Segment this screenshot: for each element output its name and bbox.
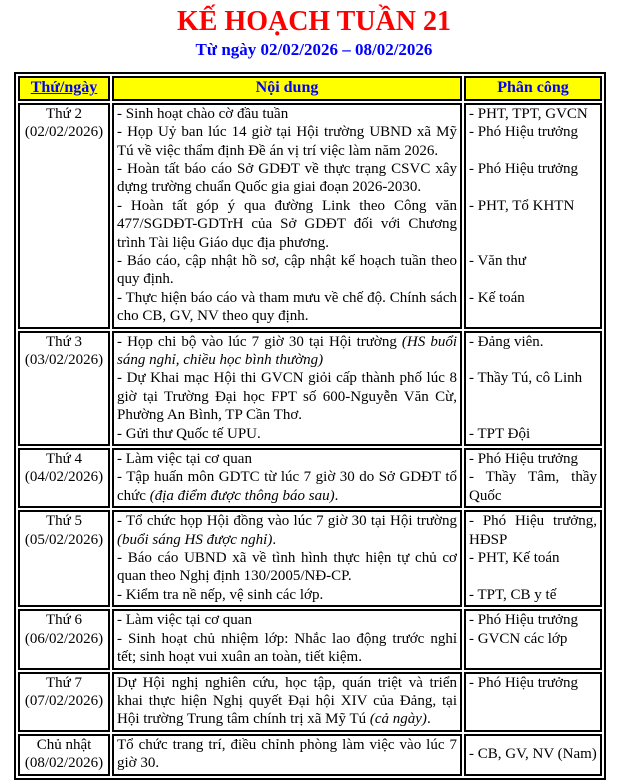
content-item <box>117 289 457 326</box>
content-item <box>117 512 457 549</box>
content-cell <box>112 734 462 776</box>
day-date: (07/02/2026) <box>24 692 104 709</box>
content-segment-italic: (địa điểm được thông báo sau) <box>149 487 335 504</box>
table-row <box>18 734 602 776</box>
content-segment: - Báo cáo, cập nhật hồ sơ, cập nhật kế hoạch tuần theo quy định. <box>117 252 457 288</box>
content-segment: . <box>272 531 277 548</box>
day-cell <box>18 331 110 446</box>
day-cell <box>18 448 110 508</box>
assignment-cell <box>464 609 602 669</box>
content-segment: - Họp Uỷ ban lúc 14 giờ tại Hội trường UBND xã Mỹ Tú về việc thẩm định Đề án vị trí việc làm năm 2026. <box>117 124 457 159</box>
day-cell <box>18 103 110 329</box>
assignment-cell <box>464 103 602 329</box>
assignment-line: - PHT, Kế toán <box>469 550 560 567</box>
header-assignment: Phân công <box>464 76 602 100</box>
table-row <box>18 331 602 446</box>
assignment-line: - Phó Hiệu trưởng <box>469 160 578 177</box>
content-item <box>117 630 457 667</box>
assignment-line <box>469 388 597 406</box>
assignment-line: - Phó Hiệu trưởng <box>469 451 578 468</box>
assignment-line: - CB, GV, NV (Nam) <box>469 745 597 762</box>
content-segment: - Báo cáo UBND xã về tình hình thực hiện tự chủ cơ quan theo Nghị định 130/2005/NĐ-CP. <box>117 550 457 585</box>
content-segment-italic: (buổi sáng HS được nghỉ) <box>117 531 273 548</box>
header-content: Nội dung <box>112 76 462 100</box>
content-segment: - Họp chi bộ vào lúc 7 giờ 30 tại Hội trường <box>117 333 402 350</box>
assignment-cell <box>464 734 602 776</box>
table-row <box>18 448 602 508</box>
assignment-line: - PHT, Tổ KHTN <box>469 197 575 214</box>
content-item <box>117 252 457 289</box>
page-subtitle: Từ ngày 02/02/2026 – 08/02/2026 <box>195 39 433 59</box>
assignment-line: - Kế toán <box>469 289 525 306</box>
day-label: Thứ 5 <box>45 513 83 530</box>
content-item <box>117 468 457 505</box>
content-item <box>117 586 457 604</box>
content-segment: - Tập huấn môn GDTC từ lúc 7 giờ 30 do Sở GDĐT tổ chức <box>117 469 457 504</box>
assignment-line: - TPT Đội <box>469 425 531 442</box>
content-item <box>117 197 457 252</box>
assignment-line: - Thầy Tú, cô Linh <box>469 370 583 387</box>
assignment-line <box>469 351 597 369</box>
assignment-line: - Đảng viên. <box>469 333 544 350</box>
content-cell <box>112 672 462 732</box>
day-date: (08/02/2026) <box>24 755 104 772</box>
assignment-line <box>469 215 597 233</box>
assignment-line <box>469 406 597 424</box>
assignment-line <box>469 142 597 160</box>
assignment-cell <box>464 331 602 446</box>
content-segment: - Hoàn tất góp ý qua đường Link theo Công văn 477/SGDĐT-GDTrH của Sở GDĐT đối với Chương trình Tài liệu Giáo dục địa phương. <box>117 197 457 251</box>
header-day: Thứ/ngày <box>18 76 110 100</box>
content-segment: - Hoàn tất báo cáo Sở GDĐT về thực trạng CSVC xây dựng trường chuẩn Quốc gia giai đoạn 2026-2030. <box>117 160 457 196</box>
content-segment-italic: (cả ngày) <box>369 711 427 728</box>
day-label: Thứ 7 <box>45 674 83 691</box>
content-item <box>117 736 457 773</box>
assignment-line: - Phó Hiệu trưởng, HĐSP <box>469 513 597 548</box>
content-item <box>117 333 457 370</box>
assignment-line <box>469 567 597 585</box>
page-title: KẾ HOẠCH TUẦN 21 <box>176 6 452 37</box>
content-segment: - Tổ chức họp Hội đồng vào lúc 7 giờ 30 tại Hội trường <box>117 513 457 530</box>
content-cell <box>112 103 462 329</box>
day-date: (03/02/2026) <box>24 352 104 369</box>
content-cell <box>112 448 462 508</box>
content-segment: - Làm việc tại cơ quan <box>117 612 252 629</box>
assignment-line: - Phó Hiệu trưởng <box>469 674 578 691</box>
content-item <box>117 611 457 629</box>
day-label: Chủ nhật <box>36 736 92 753</box>
content-item <box>117 450 457 468</box>
content-segment: Tổ chức trang trí, điều chỉnh phòng làm việc vào lúc 7 giờ 30. <box>117 736 457 772</box>
weekly-plan-table <box>14 72 606 779</box>
table-row <box>18 510 602 607</box>
content-cell <box>112 510 462 607</box>
day-cell <box>18 734 110 776</box>
table-row <box>18 103 602 329</box>
assignment-line: - TPT, CB y tế <box>469 586 557 603</box>
day-date: (02/02/2026) <box>24 124 104 141</box>
content-cell <box>112 609 462 669</box>
assignment-cell <box>464 672 602 732</box>
content-segment: . <box>426 711 431 728</box>
assignment-line: - Phó Hiệu trưởng <box>469 612 578 629</box>
content-cell <box>112 331 462 446</box>
table-row <box>18 672 602 732</box>
content-segment: - Sinh hoạt chủ nhiệm lớp: Nhắc lao động trước nghỉ tết; sinh hoạt vui xuân an toàn, tiết kiệm. <box>117 630 457 666</box>
day-cell <box>18 510 110 607</box>
content-segment: - Kiểm tra nề nếp, vệ sinh các lớp. <box>117 586 324 603</box>
content-segment: - Làm việc tại cơ quan <box>117 451 252 468</box>
assignment-cell <box>464 448 602 508</box>
content-segment: Dự Hội nghị nghiên cứu, học tập, quán triệt và triển khai thực hiện Nghị quyết Đại hội XIV của Đảng, tại Hội trường Trung tâm chính trị xã Mỹ Tú <box>117 674 457 728</box>
content-segment: . <box>334 487 339 504</box>
day-cell <box>18 672 110 732</box>
day-date: (06/02/2026) <box>24 630 104 647</box>
day-label: Thứ 2 <box>45 105 83 122</box>
content-segment: - Dự Khai mạc Hội thi GVCN giỏi cấp thành phố lúc 8 giờ tại Trường Đại học FPT số 600-Nguyễn Văn Cừ, Phường An Bình, TP Cần Thơ. <box>117 370 457 424</box>
content-item <box>117 369 457 424</box>
content-item <box>117 425 457 443</box>
day-label: Thứ 3 <box>45 333 83 350</box>
assignment-line <box>469 270 597 288</box>
content-segment: - Thực hiện báo cáo và tham mưu về chế độ. Chính sách cho CB, GV, NV theo quy định. <box>117 289 457 325</box>
header-row <box>18 76 602 100</box>
content-item <box>117 549 457 586</box>
assignment-line: - GVCN các lớp <box>469 630 568 647</box>
day-label: Thứ 6 <box>45 612 83 629</box>
assignment-line: - PHT, TPT, GVCN <box>469 105 588 122</box>
day-date: (05/02/2026) <box>24 531 104 548</box>
content-segment: - Sinh hoạt chào cờ đầu tuần <box>117 105 289 122</box>
assignment-line: - Phó Hiệu trưởng <box>469 124 578 141</box>
day-date: (04/02/2026) <box>24 469 104 486</box>
page <box>0 7 628 780</box>
content-item <box>117 160 457 197</box>
content-item <box>117 123 457 160</box>
content-item <box>117 105 457 123</box>
assignment-line: - Văn thư <box>469 252 527 269</box>
assignment-line: - Thầy Tâm, thầy Quốc <box>469 469 597 504</box>
content-segment: - Gửi thư Quốc tế UPU. <box>117 425 261 442</box>
day-cell <box>18 609 110 669</box>
content-segment-italic: (HS buổi sáng nghỉ, chiều học bình thường) <box>117 333 457 369</box>
assignment-cell <box>464 510 602 607</box>
day-label: Thứ 4 <box>45 451 83 468</box>
assignment-line <box>469 178 597 196</box>
content-item <box>117 674 457 729</box>
table-row <box>18 609 602 669</box>
assignment-line <box>469 234 597 252</box>
